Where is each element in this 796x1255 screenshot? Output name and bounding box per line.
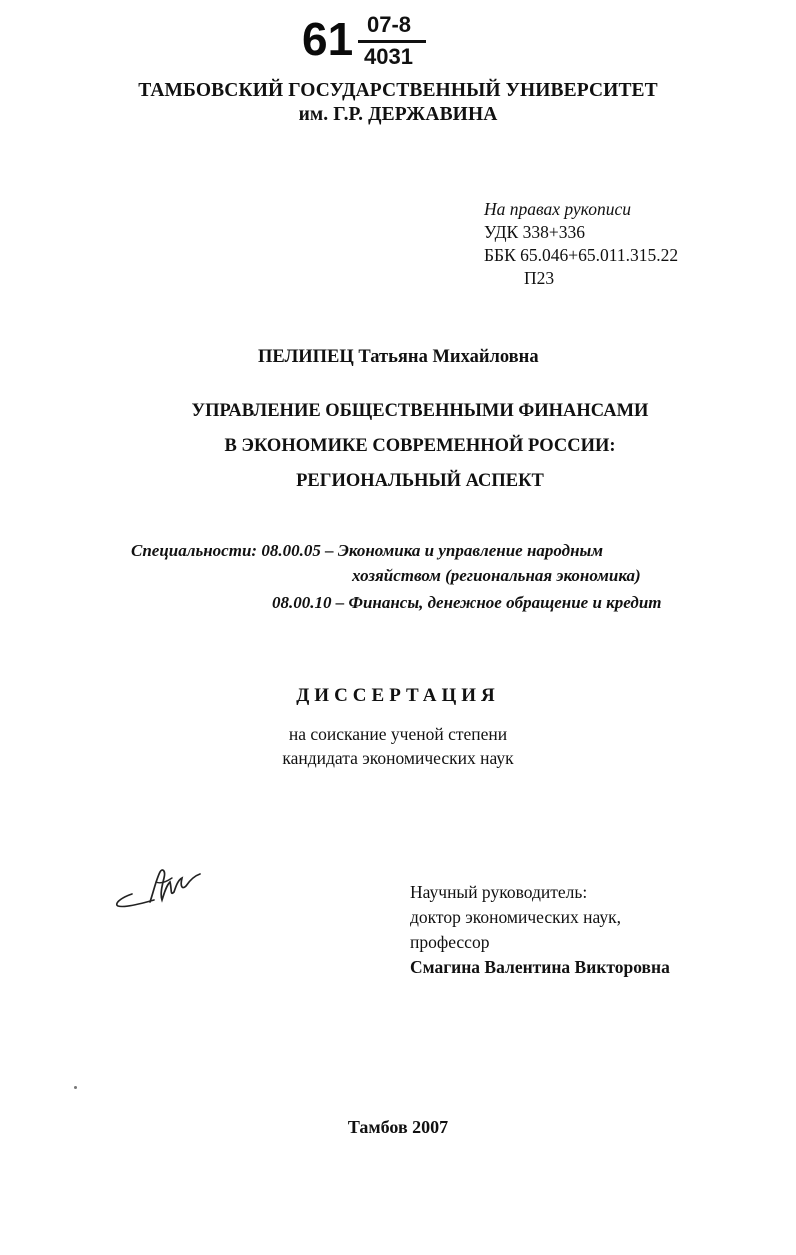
bbk-code: ББК 65.046+65.011.315.22 bbox=[484, 245, 679, 265]
stamp-number: 61 bbox=[302, 13, 354, 65]
dissertation-title bbox=[120, 394, 720, 499]
degree-info bbox=[0, 722, 796, 770]
degree-line-2: кандидата экономических наук bbox=[282, 748, 514, 768]
scientific-advisor bbox=[410, 880, 670, 980]
title-line-3: РЕГИОНАЛЬНЫЙ АСПЕКТ bbox=[296, 471, 544, 491]
library-stamp bbox=[302, 12, 462, 72]
manuscript-block bbox=[484, 198, 678, 290]
title-line-1: УПРАВЛЕНИЕ ОБЩЕСТВЕННЫМИ ФИНАНСАМИ bbox=[191, 401, 649, 421]
advisor-name: Смагина Валентина Викторовна bbox=[410, 957, 670, 977]
udk-code: УДК 338+336 bbox=[484, 222, 585, 242]
degree-line-1: на соискание ученой степени bbox=[288, 724, 508, 744]
title-line-2: В ЭКОНОМИКЕ СОВРЕМЕННОЙ РОССИИ: bbox=[224, 436, 616, 456]
university-name: ТАМБОВСКИЙ ГОСУДАРСТВЕННЫЙ УНИВЕРСИТЕТ bbox=[138, 80, 658, 101]
advisor-label: Научный руководитель: bbox=[410, 882, 588, 902]
advisor-rank: профессор bbox=[410, 932, 490, 952]
dissertation-heading: ДИССЕРТАЦИЯ bbox=[296, 685, 500, 706]
handwritten-signature bbox=[110, 860, 220, 920]
university-named-after: им. Г.Р. ДЕРЖАВИНА bbox=[298, 104, 498, 125]
scan-speck bbox=[74, 1086, 77, 1089]
author-mark: П23 bbox=[524, 268, 555, 288]
manuscript-rights: На правах рукописи bbox=[484, 199, 631, 219]
city-year: Тамбов 2007 bbox=[347, 1117, 449, 1137]
stamp-fraction-line bbox=[358, 40, 426, 43]
stamp-bottom-code: 4031 bbox=[364, 44, 413, 69]
author-name: ПЕЛИПЕЦ Татьяна Михайловна bbox=[258, 347, 539, 367]
specialty-line-2: хозяйством (региональная экономика) bbox=[352, 566, 641, 585]
stamp-top-code: 07-8 bbox=[367, 12, 412, 37]
specialty-line-1: Специальности: 08.00.05 – Экономика и управление народным bbox=[131, 541, 603, 560]
advisor-degree: доктор экономических наук, bbox=[410, 907, 621, 927]
specialty-line-3: 08.00.10 – Финансы, денежное обращение и кредит bbox=[272, 593, 662, 612]
